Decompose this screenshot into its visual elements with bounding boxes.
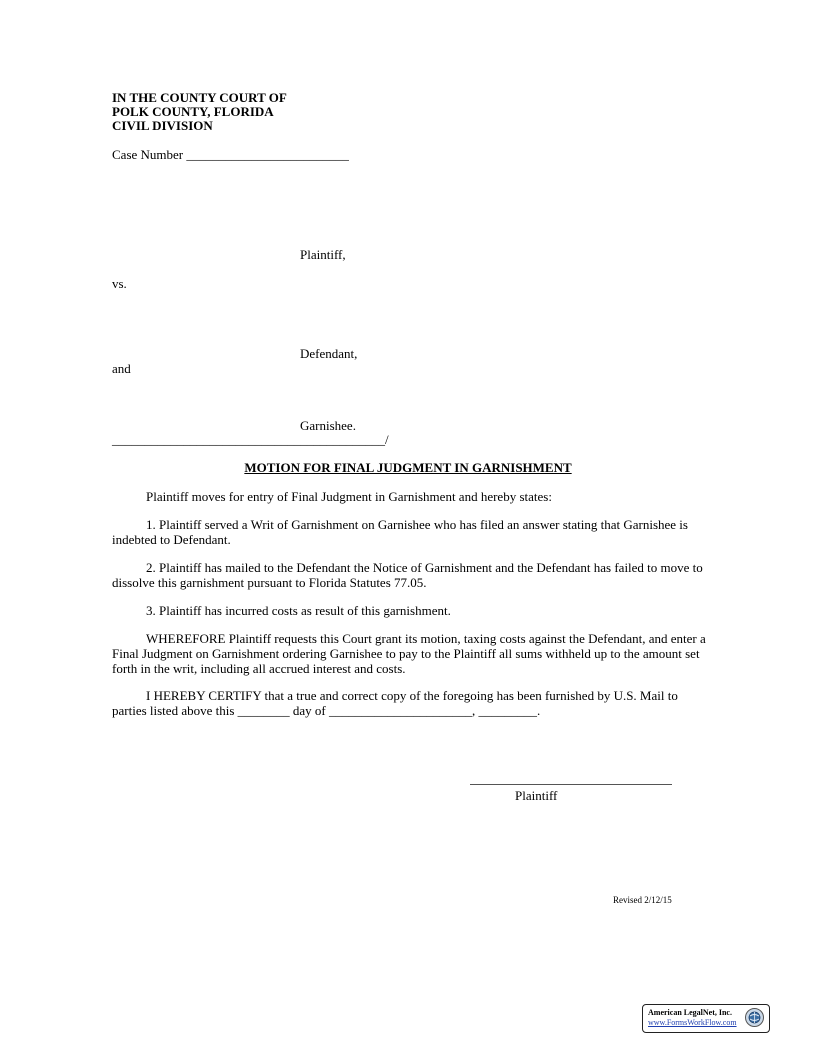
garnishee-label: Garnishee. — [300, 418, 356, 433]
defendant-label: Defendant, — [300, 346, 358, 361]
document-title: MOTION FOR FINAL JUDGMENT IN GARNISHMENT — [244, 460, 572, 475]
globe-logo-icon — [744, 1007, 765, 1028]
document-title-block — [0, 460, 816, 475]
certificate-of-service: I HEREBY CERTIFY that a true and correct copy of the foregoing has been furnished by U.S. Mail to parties listed above this ________ day of ______________________, _________. — [112, 688, 678, 718]
footer-badge[interactable] — [642, 1004, 770, 1033]
revised-date: Revised 2/12/15 — [613, 895, 672, 905]
numbered-item-1: 1. Plaintiff served a Writ of Garnishment on Garnishee who has filed an answer stating that Garnishee is indebted to Defendant. — [112, 517, 688, 547]
case-number-field[interactable] — [112, 147, 349, 162]
signature-label: Plaintiff — [515, 788, 558, 803]
case-number-label: Case Number — [112, 147, 184, 162]
court-name-line-1: IN THE COUNTY COURT OF — [112, 90, 287, 105]
court-name-line-3: CIVIL DIVISION — [112, 118, 213, 133]
caption-closing-line: __________________________________________/ — [112, 432, 389, 447]
versus-label: vs. — [112, 276, 127, 291]
court-name-line-2: POLK COUNTY, FLORIDA — [112, 104, 274, 119]
and-label: and — [112, 361, 131, 376]
signature-line[interactable] — [470, 784, 672, 785]
footer-company-name: American LegalNet, Inc. — [648, 1008, 732, 1017]
plaintiff-label: Plaintiff, — [300, 247, 346, 262]
case-number-blank: _________________________ — [186, 147, 349, 162]
numbered-item-3: 3. Plaintiff has incurred costs as result of this garnishment. — [146, 603, 451, 618]
wherefore-paragraph: WHEREFORE Plaintiff requests this Court grant its motion, taxing costs against the Defendant, and enter a Final Judgment on Garnishment ordering Garnishee to pay to the Plaintiff all sums withheld up to the amount set forth in the writ, including all accrued interest and costs. — [112, 631, 706, 676]
footer-website-link[interactable]: www.FormsWorkFlow.com — [648, 1018, 737, 1027]
numbered-item-2: 2. Plaintiff has mailed to the Defendant the Notice of Garnishment and the Defendant has failed to move to dissolve this garnishment pursuant to Florida Statutes 77.05. — [112, 560, 703, 590]
intro-paragraph: Plaintiff moves for entry of Final Judgment in Garnishment and hereby states: — [146, 489, 552, 504]
